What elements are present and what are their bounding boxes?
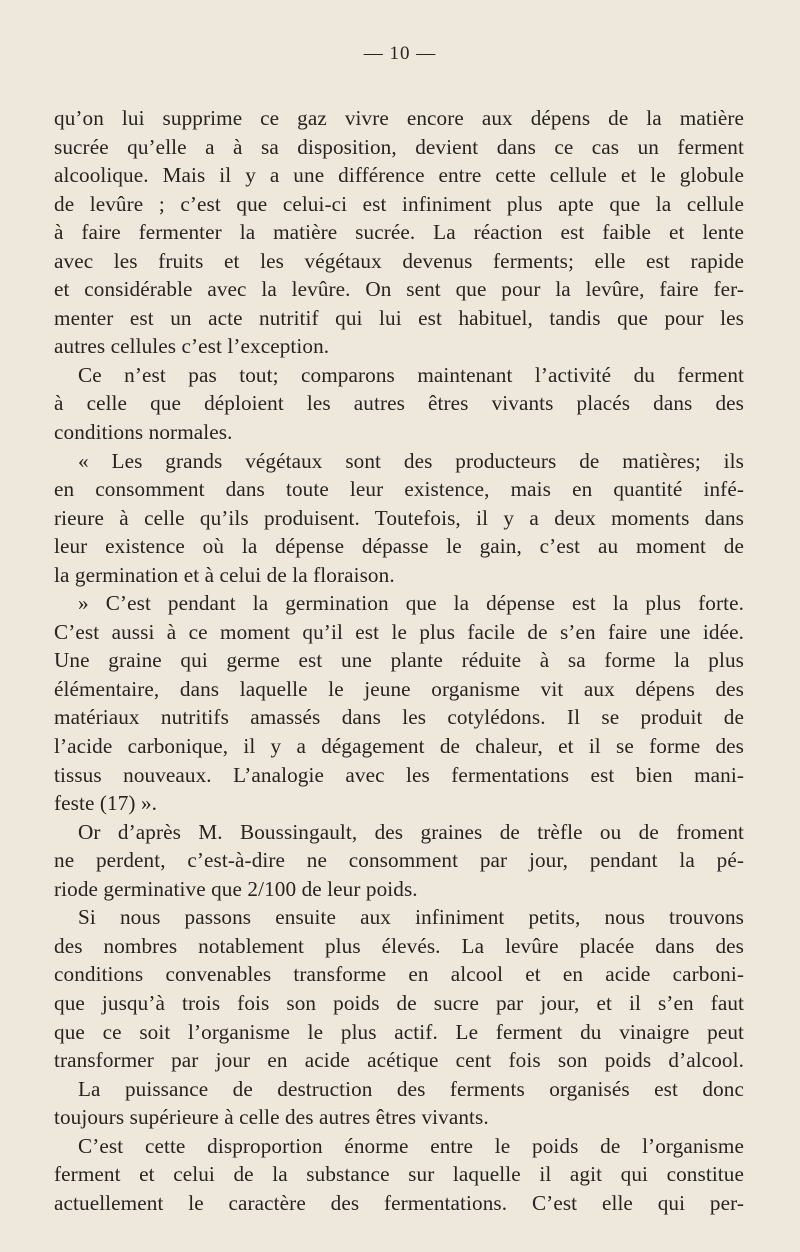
text-line: matériaux nutritifs amassés dans les cotylédons. Il se produit de <box>54 705 744 730</box>
text-line: C’est aussi à ce moment qu’il est le plus facile de s’en faire une idée. <box>54 619 744 644</box>
text-line: autres cellules c’est l’exception. <box>54 334 330 359</box>
text-line: des nombres notablement plus élevés. La levûre placée dans des <box>54 933 744 958</box>
text-line: sucrée qu’elle a à sa disposition, devient dans ce cas un ferment <box>54 134 744 159</box>
text-line: en consomment dans toute leur existence, mais en quantité infé- <box>54 477 744 502</box>
text-line: et considérable avec la levûre. On sent que pour la levûre, faire fer- <box>54 277 744 302</box>
text-line: « Les grands végétaux sont des producteurs de matières; ils <box>78 448 744 473</box>
text-line: tissus nouveaux. L’analogie avec les fermentations est bien mani- <box>54 762 744 787</box>
text-line: La puissance de destruction des ferments organisés est donc <box>78 1076 744 1101</box>
text-line: rieure à celle qu’ils produisent. Toutefois, il y a deux moments dans <box>54 505 744 530</box>
text-line: ne perdent, c’est-à-dire ne consomment par jour, pendant la pé- <box>54 848 744 873</box>
text-line: C’est cette disproportion énorme entre le poids de l’organisme <box>78 1133 744 1158</box>
text-line: à faire fermenter la matière sucrée. La réaction est faible et lente <box>54 220 744 245</box>
text-line: l’acide carbonique, il y a dégagement de chaleur, et il se forme des <box>54 734 744 759</box>
body-text <box>54 104 744 1217</box>
text-line: Ce n’est pas tout; comparons maintenant l’activité du ferment <box>78 362 744 387</box>
text-line: menter est un acte nutritif qui lui est habituel, tandis que pour les <box>54 305 744 330</box>
text-line: Si nous passons ensuite aux infiniment petits, nous trouvons <box>78 905 744 930</box>
text-line: leur existence où la dépense dépasse le gain, c’est au moment de <box>54 534 744 559</box>
text-line: actuellement le caractère des fermentations. C’est elle qui per- <box>54 1190 744 1215</box>
text-line: élémentaire, dans laquelle le jeune organisme vit aux dépens des <box>54 676 744 701</box>
text-line: la germination et à celui de la floraison. <box>54 562 395 587</box>
text-line: qu’on lui supprime ce gaz vivre encore aux dépens de la matière <box>54 106 744 130</box>
text-line: toujours supérieure à celle des autres êtres vivants. <box>54 1105 489 1130</box>
text-line: riode germinative que 2/100 de leur poids. <box>54 876 418 901</box>
page-number: — 10 — <box>363 43 437 64</box>
text-line: Une graine qui germe est une plante réduite à sa forme la plus <box>54 648 744 673</box>
text-line: » C’est pendant la germination que la dépense est la plus forte. <box>78 591 744 616</box>
text-line: que jusqu’à trois fois son poids de sucre par jour, et il s’en faut <box>54 990 744 1015</box>
text-line: feste (17) ». <box>54 791 158 816</box>
text-line: de levûre ; c’est que celui-ci est infiniment plus apte que la cellule <box>54 191 744 216</box>
text-line: que ce soit l’organisme le plus actif. Le ferment du vinaigre peut <box>54 1019 744 1044</box>
text-line: à celle que déploient les autres êtres vivants placés dans des <box>54 391 744 416</box>
text-line: conditions convenables transforme en alcool et en acide carboni- <box>54 962 744 987</box>
text-line: ferment et celui de la substance sur laquelle il agit qui constitue <box>54 1162 744 1187</box>
text-line: Or d’après M. Boussingault, des graines de trèfle ou de froment <box>78 819 744 844</box>
text-line: transformer par jour en acide acétique cent fois son poids d’alcool. <box>54 1048 744 1073</box>
text-line: conditions normales. <box>54 420 233 445</box>
text-line: alcoolique. Mais il y a une différence entre cette cellule et le globule <box>54 163 744 188</box>
text-line: avec les fruits et les végétaux devenus ferments; elle est rapide <box>54 248 744 273</box>
